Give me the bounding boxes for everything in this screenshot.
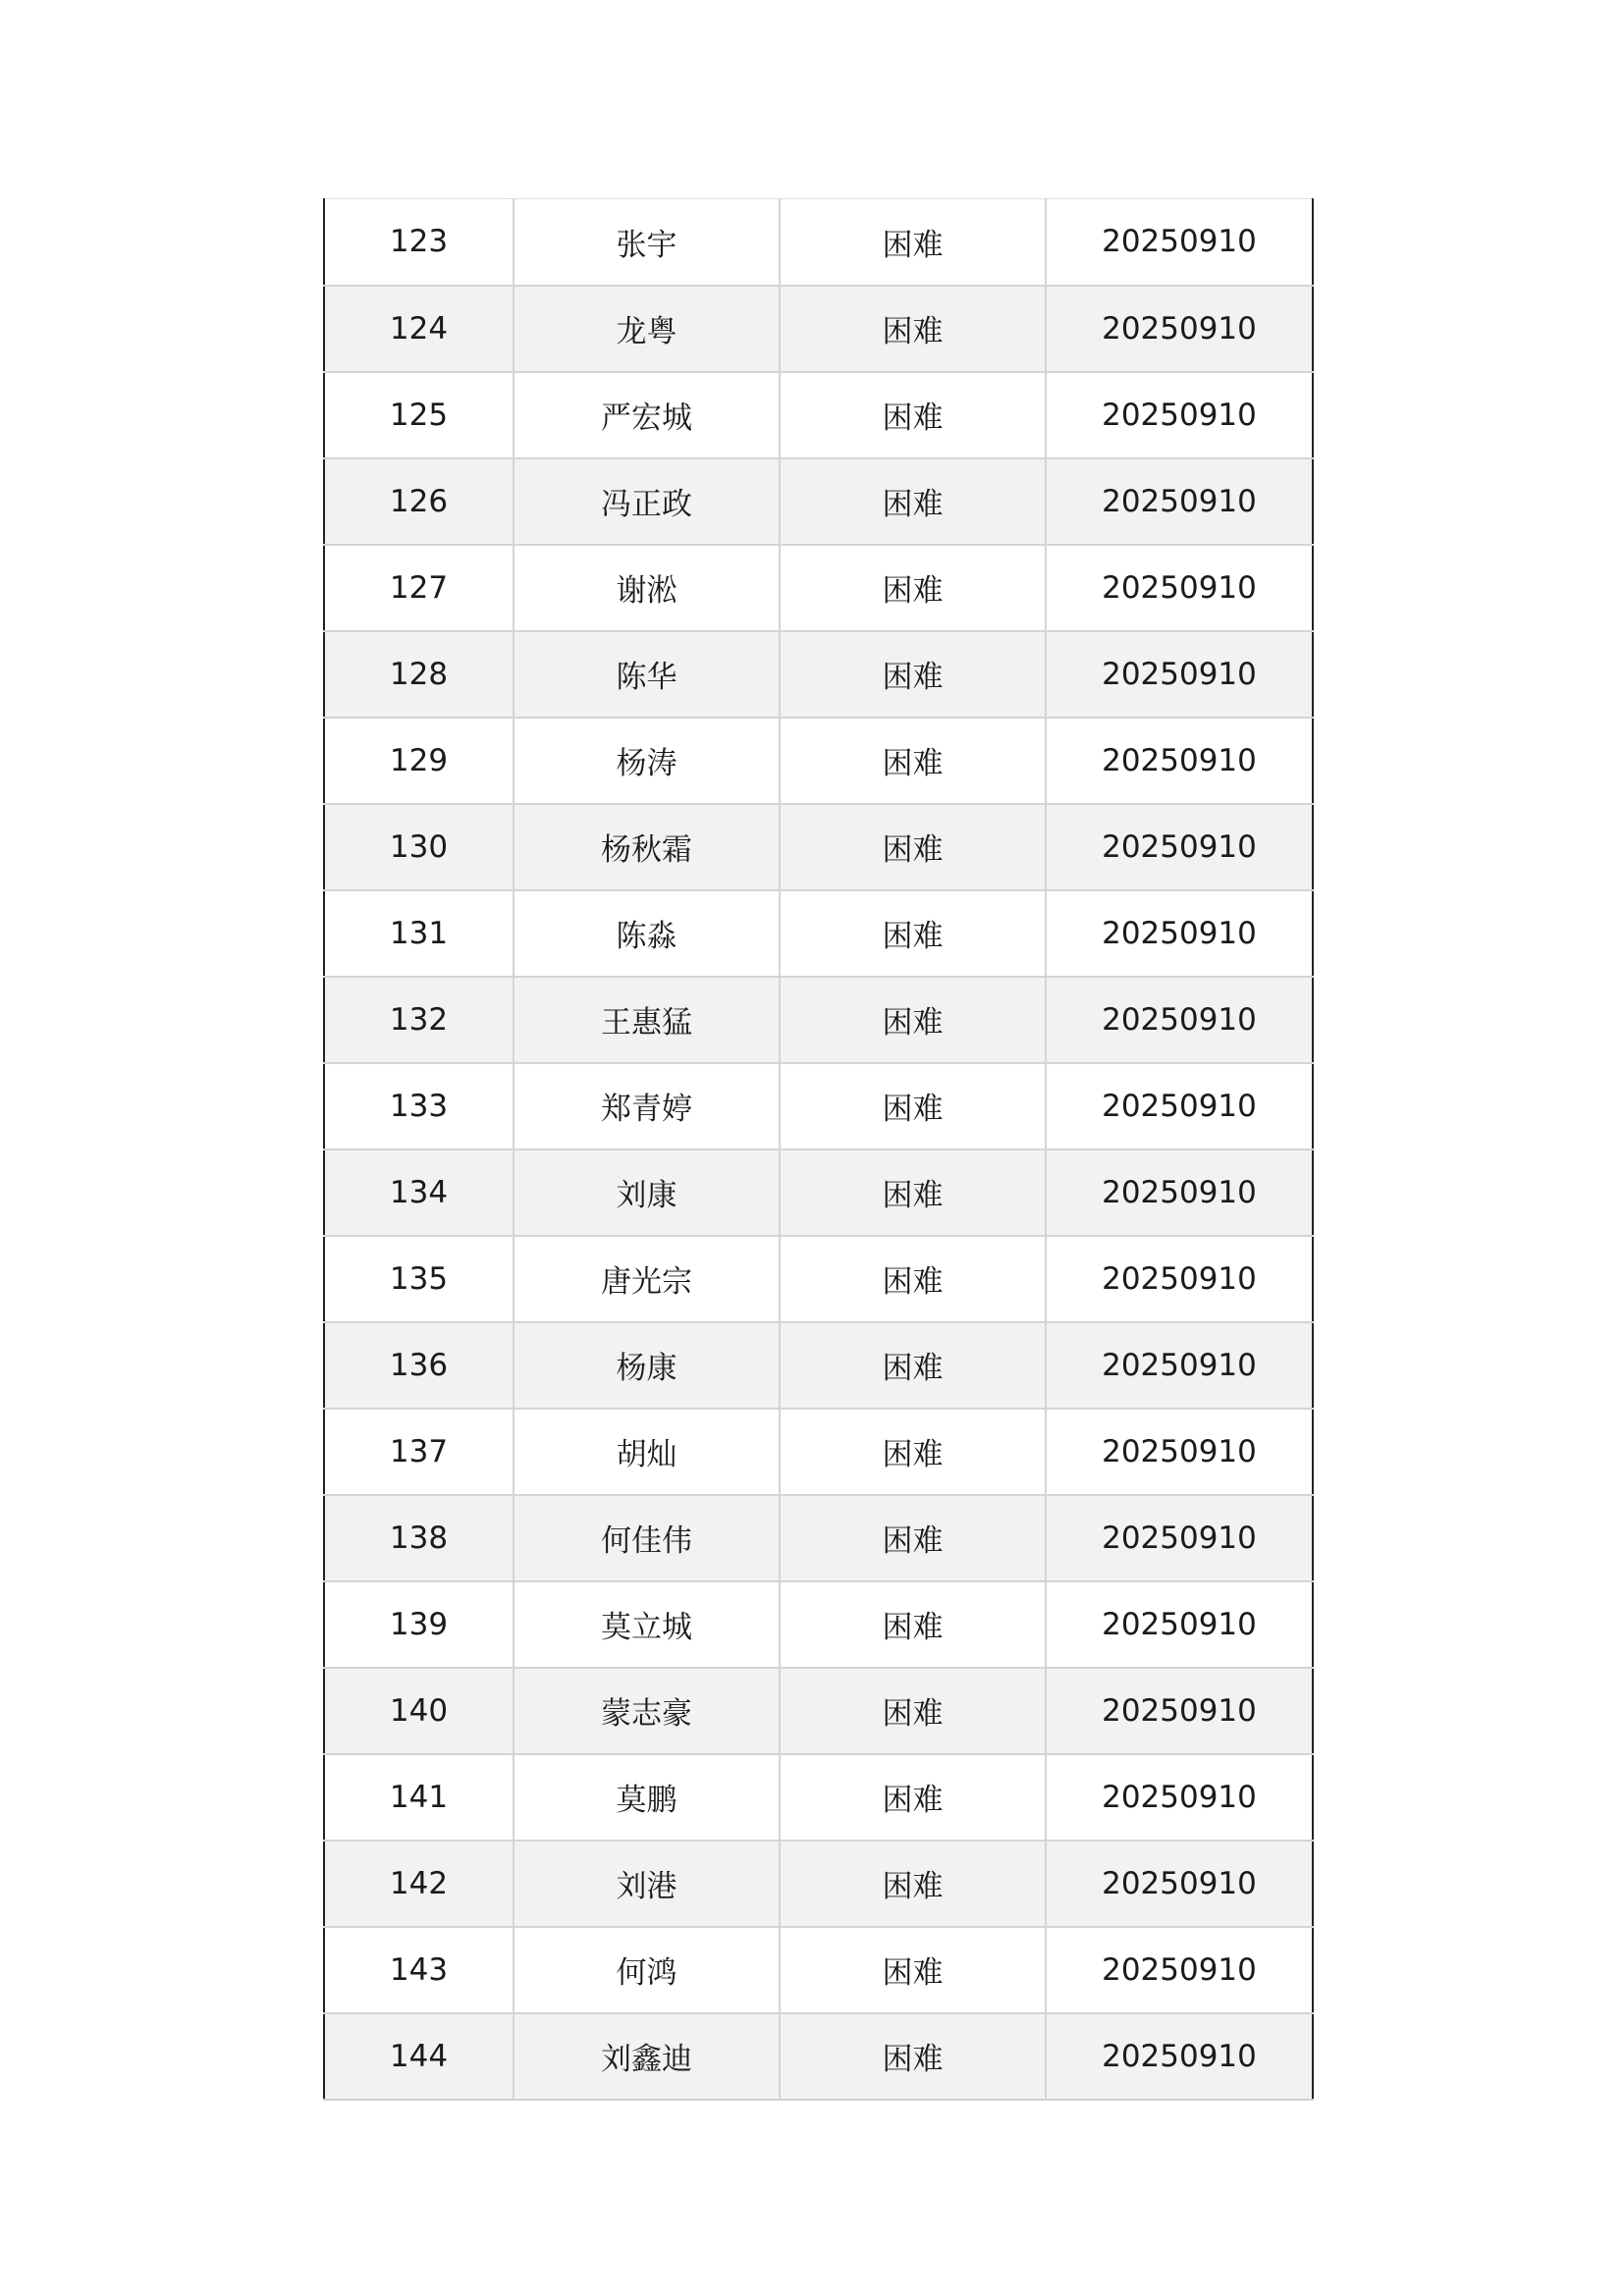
name-cell: 谢淞 (514, 545, 780, 631)
status-cell: 困难 (780, 286, 1046, 372)
records-table-body (324, 199, 1313, 2100)
date-cell: 20250910 (1046, 1841, 1313, 1927)
status-cell: 困难 (780, 2013, 1046, 2100)
name-cell: 龙粤 (514, 286, 780, 372)
row-number-cell: 124 (324, 286, 514, 372)
row-number-cell: 143 (324, 1927, 514, 2013)
date-cell: 20250910 (1046, 1063, 1313, 1149)
status-cell: 困难 (780, 372, 1046, 458)
row-number-cell: 125 (324, 372, 514, 458)
name-cell: 杨涛 (514, 718, 780, 804)
table-row (324, 545, 1313, 631)
name-cell: 杨秋霜 (514, 804, 780, 890)
table-row (324, 1063, 1313, 1149)
date-cell: 20250910 (1046, 718, 1313, 804)
date-cell: 20250910 (1046, 977, 1313, 1063)
row-number-cell: 128 (324, 631, 514, 718)
status-cell: 困难 (780, 1841, 1046, 1927)
table-row (324, 890, 1313, 977)
date-cell: 20250910 (1046, 372, 1313, 458)
date-cell: 20250910 (1046, 1149, 1313, 1236)
name-cell: 冯正政 (514, 458, 780, 545)
table-row (324, 1409, 1313, 1495)
status-cell: 困难 (780, 890, 1046, 977)
status-cell: 困难 (780, 977, 1046, 1063)
table-row (324, 977, 1313, 1063)
row-number-cell: 139 (324, 1581, 514, 1668)
name-cell: 张宇 (514, 199, 780, 286)
row-number-cell: 141 (324, 1754, 514, 1841)
row-number-cell: 137 (324, 1409, 514, 1495)
name-cell: 严宏城 (514, 372, 780, 458)
name-cell: 唐光宗 (514, 1236, 780, 1322)
table-row (324, 804, 1313, 890)
date-cell: 20250910 (1046, 631, 1313, 718)
date-cell: 20250910 (1046, 1581, 1313, 1668)
table-row (324, 1841, 1313, 1927)
status-cell: 困难 (780, 718, 1046, 804)
table-row (324, 631, 1313, 718)
status-cell: 困难 (780, 1495, 1046, 1581)
name-cell: 胡灿 (514, 1409, 780, 1495)
row-number-cell: 142 (324, 1841, 514, 1927)
status-cell: 困难 (780, 1322, 1046, 1409)
date-cell: 20250910 (1046, 1668, 1313, 1754)
table-row (324, 1322, 1313, 1409)
table-row (324, 2013, 1313, 2100)
row-number-cell: 130 (324, 804, 514, 890)
row-number-cell: 136 (324, 1322, 514, 1409)
status-cell: 困难 (780, 1581, 1046, 1668)
row-number-cell: 138 (324, 1495, 514, 1581)
status-cell: 困难 (780, 458, 1046, 545)
status-cell: 困难 (780, 1754, 1046, 1841)
row-number-cell: 133 (324, 1063, 514, 1149)
records-table (323, 198, 1314, 2101)
date-cell: 20250910 (1046, 2013, 1313, 2100)
row-number-cell: 129 (324, 718, 514, 804)
row-number-cell: 127 (324, 545, 514, 631)
table-row (324, 372, 1313, 458)
row-number-cell: 135 (324, 1236, 514, 1322)
row-number-cell: 140 (324, 1668, 514, 1754)
date-cell: 20250910 (1046, 458, 1313, 545)
row-number-cell: 144 (324, 2013, 514, 2100)
status-cell: 困难 (780, 199, 1046, 286)
row-number-cell: 123 (324, 199, 514, 286)
status-cell: 困难 (780, 545, 1046, 631)
table-row (324, 1581, 1313, 1668)
status-cell: 困难 (780, 631, 1046, 718)
date-cell: 20250910 (1046, 890, 1313, 977)
row-number-cell: 126 (324, 458, 514, 545)
table-row (324, 286, 1313, 372)
name-cell: 陈淼 (514, 890, 780, 977)
name-cell: 何佳伟 (514, 1495, 780, 1581)
row-number-cell: 131 (324, 890, 514, 977)
date-cell: 20250910 (1046, 1495, 1313, 1581)
name-cell: 陈华 (514, 631, 780, 718)
table-row (324, 1495, 1313, 1581)
name-cell: 刘康 (514, 1149, 780, 1236)
table-row (324, 718, 1313, 804)
row-number-cell: 134 (324, 1149, 514, 1236)
status-cell: 困难 (780, 804, 1046, 890)
status-cell: 困难 (780, 1409, 1046, 1495)
status-cell: 困难 (780, 1149, 1046, 1236)
date-cell: 20250910 (1046, 1236, 1313, 1322)
name-cell: 刘港 (514, 1841, 780, 1927)
name-cell: 杨康 (514, 1322, 780, 1409)
table-row (324, 1754, 1313, 1841)
status-cell: 困难 (780, 1927, 1046, 2013)
name-cell: 莫鹏 (514, 1754, 780, 1841)
name-cell: 何鸿 (514, 1927, 780, 2013)
name-cell: 王惠猛 (514, 977, 780, 1063)
name-cell: 郑青婷 (514, 1063, 780, 1149)
date-cell: 20250910 (1046, 804, 1313, 890)
row-number-cell: 132 (324, 977, 514, 1063)
status-cell: 困难 (780, 1236, 1046, 1322)
date-cell: 20250910 (1046, 545, 1313, 631)
date-cell: 20250910 (1046, 1322, 1313, 1409)
name-cell: 莫立城 (514, 1581, 780, 1668)
date-cell: 20250910 (1046, 1409, 1313, 1495)
status-cell: 困难 (780, 1063, 1046, 1149)
table-row (324, 1668, 1313, 1754)
status-cell: 困难 (780, 1668, 1046, 1754)
date-cell: 20250910 (1046, 199, 1313, 286)
table-row (324, 458, 1313, 545)
name-cell: 蒙志豪 (514, 1668, 780, 1754)
date-cell: 20250910 (1046, 1754, 1313, 1841)
date-cell: 20250910 (1046, 286, 1313, 372)
table-row (324, 199, 1313, 286)
table-row (324, 1927, 1313, 2013)
date-cell: 20250910 (1046, 1927, 1313, 2013)
name-cell: 刘鑫迪 (514, 2013, 780, 2100)
table-row (324, 1236, 1313, 1322)
table-row (324, 1149, 1313, 1236)
